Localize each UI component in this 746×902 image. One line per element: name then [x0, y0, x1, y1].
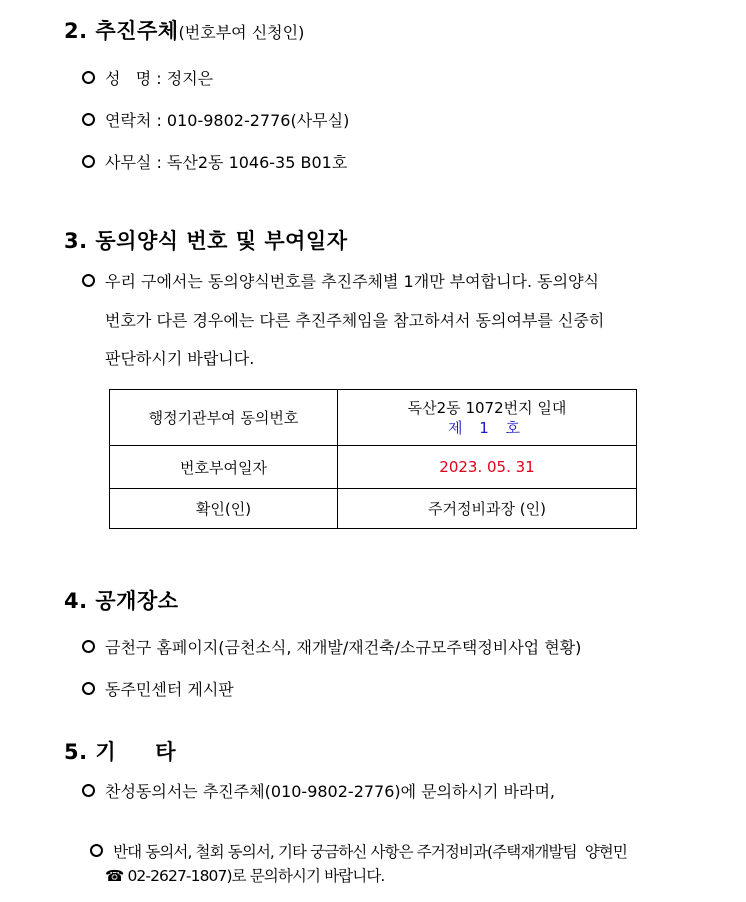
phone-number-text: 02-2627-1807)로 문의하시기 바랍니다. [127, 867, 385, 885]
list-item [82, 635, 581, 658]
paragraph-line: 번호가 다른 경우에는 다른 추진주체임을 참고하셔서 동의여부를 신중히 [105, 311, 605, 330]
contact-line: 연락처 : 010-9802-2776(사무실) [105, 111, 350, 130]
section-2-title: 2. 추진주체 [64, 19, 179, 43]
circle-bullet-icon [82, 274, 95, 287]
table-cell-value [338, 390, 637, 446]
list-item [82, 66, 213, 89]
office-line: 사무실 : 독산2동 1046-35 B01호 [105, 153, 348, 172]
table-cell-label: 확인(인) [110, 489, 338, 529]
location-text: 독산2동 1072번지 일대 [407, 398, 567, 417]
paragraph-line: 판단하시기 바랍니다. [105, 349, 255, 368]
section-3-heading: 3. 동의양식 번호 및 부여일자 [64, 229, 348, 253]
list-item [82, 822, 627, 862]
disclosure-place-1: 금천구 홈페이지(금천소식, 재개발/재건축/소규모주택정비사업 현황) [105, 638, 582, 657]
table-row [110, 446, 637, 489]
consent-number-table [109, 389, 637, 529]
consent-number-text: 제 1 호 [447, 418, 527, 437]
table-row [110, 489, 637, 529]
disclosure-place-2: 동주민센터 게시판 [105, 680, 234, 699]
section-5-heading: 5. 기 타 [64, 740, 177, 764]
para-text-1: 우리 구에서는 동의양식번호를 추진주체별 1개만 부여합니다. 동의양식 [105, 272, 600, 291]
circle-bullet-icon [90, 844, 103, 857]
name-line: 성 명 : 정지은 [105, 69, 214, 88]
table-row [110, 390, 637, 446]
circle-bullet-icon [82, 113, 95, 126]
circle-bullet-icon [82, 682, 95, 695]
list-item [82, 779, 555, 802]
table-cell-label: 행정기관부여 동의번호 [110, 390, 338, 446]
circle-bullet-icon [82, 71, 95, 84]
section-2-heading [64, 15, 304, 45]
list-item [82, 677, 234, 700]
list-item [82, 108, 349, 131]
table-cell-value: 주거정비과장 (인) [338, 489, 637, 529]
other-note-1: 찬성동의서는 추진주체(010-9802-2776)에 문의하시기 바라며, [105, 782, 556, 801]
circle-bullet-icon [82, 155, 95, 168]
list-item [82, 150, 347, 173]
phone-line [105, 864, 384, 886]
paragraph-line [82, 269, 599, 292]
section-2-note: (번호부여 신청인) [178, 23, 305, 42]
section-4-heading: 4. 공개장소 [64, 589, 179, 613]
other-note-2: 반대 동의서, 철회 동의서, 기타 궁금하신 사항은 주거정비과(주택재개발팀 양현민 [113, 843, 627, 861]
table-cell-date: 2023. 05. 31 [338, 446, 637, 489]
table-cell-label: 번호부여일자 [110, 446, 338, 489]
circle-bullet-icon [82, 640, 95, 653]
circle-bullet-icon [82, 784, 95, 797]
phone-icon: ☎ [105, 867, 124, 885]
